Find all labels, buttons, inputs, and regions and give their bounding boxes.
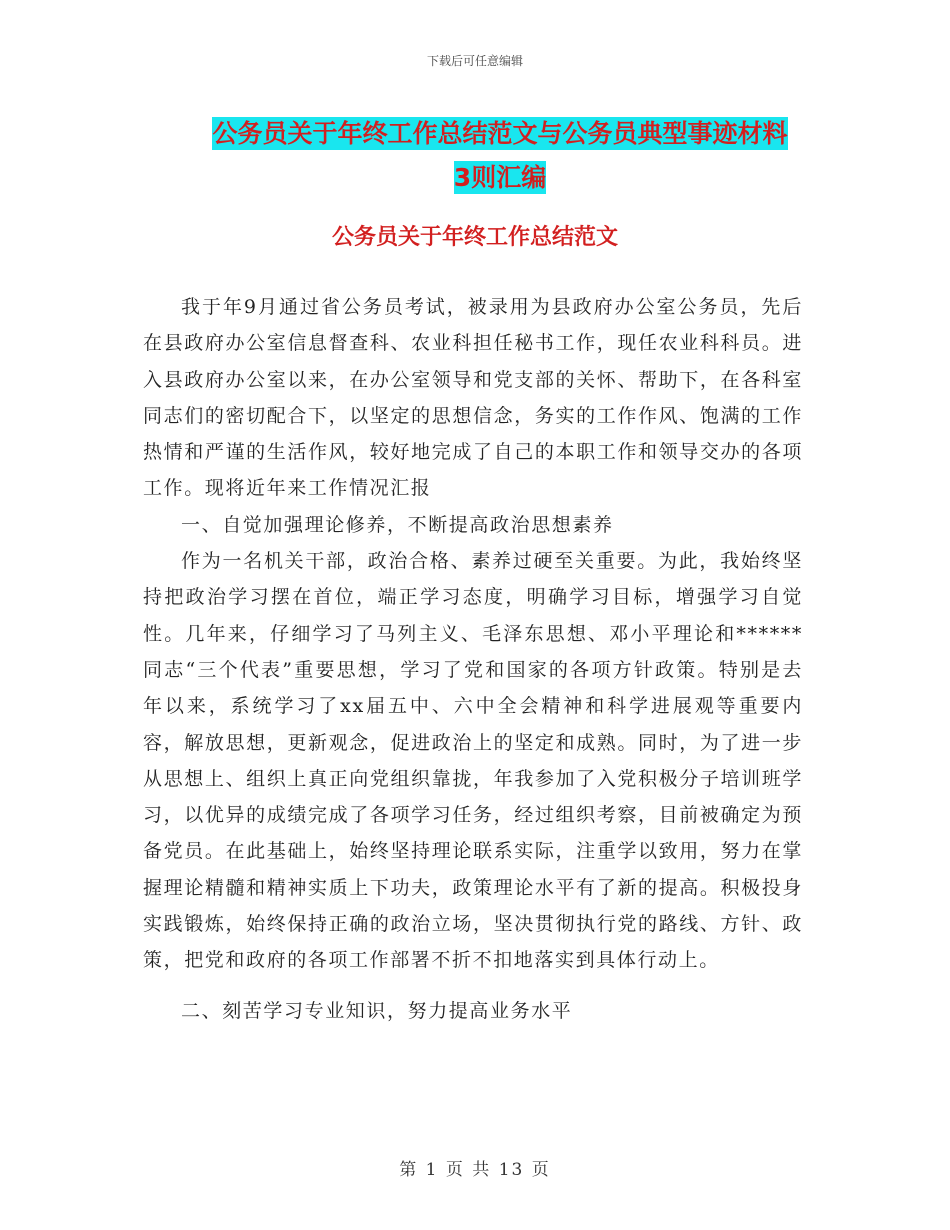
paragraph-theory-study: 作为一名机关干部，政治合格、素养过硬至关重要。为此，我始终坚持把政治学习摆在首位，端正学习态度，明确学习目标，增强学习自觉性。几年来，仔细学习了马列主义、毛泽东思想、邓小平理论和******同志“三个代表”重要思想，学习了党和国家的各项方针政策。特别是去年以来，系统学习了xx届五中、六中全会精神和科学进展观等重要内容，解放思想，更新观念，促进政治上的坚定和成熟。同时，为了进一步从思想上、组织上真正向党组织靠拢，年我参加了入党积极分子培训班学习，以优异的成绩完成了各项学习任务，经过组织考察，目前被确定为预备党员。在此基础上，始终坚持理论联系实际，注重学以致用，努力在掌握理论精髓和精神实质上下功夫，政策理论水平有了新的提高。积极投身实践锻炼，始终保持正确的政治立场，坚决贯彻执行党的路线、方针、政策，把党和政府的各项工作部署不折不扣地落实到具体行动上。	[143, 550, 803, 972]
paragraph-intro: 我于年9月通过省公务员考试，被录用为县政府办公室公务员，先后在县政府办公室信息督查科、农业科担任秘书工作，现任农业科科员。进入县政府办公室以来，在办公室领导和党支部的关怀、帮助下，在各科室同志们的密切配合下，以坚定的思想信念，务实的工作作风、饱满的工作热情和严谨的生活作风，较好地完成了自己的本职工作和领导交办的各项工作。现将近年来工作情况汇报	[143, 296, 803, 500]
document-title-line-2: 3则汇编	[453, 163, 547, 192]
section-title: 公务员关于年终工作总结范文	[331, 225, 618, 250]
paragraph-heading-1: 一、自觉加强理论修养，不断提高政治思想素养	[181, 513, 614, 536]
header-note: 下载后可任意编辑	[426, 54, 523, 68]
document-title-line-1: 公务员关于年终工作总结范文与公务员典型事迹材料	[212, 119, 788, 148]
paragraph-heading-2: 二、刻苦学习专业知识，努力提高业务水平	[181, 999, 573, 1022]
page-number: 第 1 页 共 13 页	[399, 1160, 551, 1180]
document-title	[150, 112, 850, 200]
document-body	[143, 289, 803, 1029]
